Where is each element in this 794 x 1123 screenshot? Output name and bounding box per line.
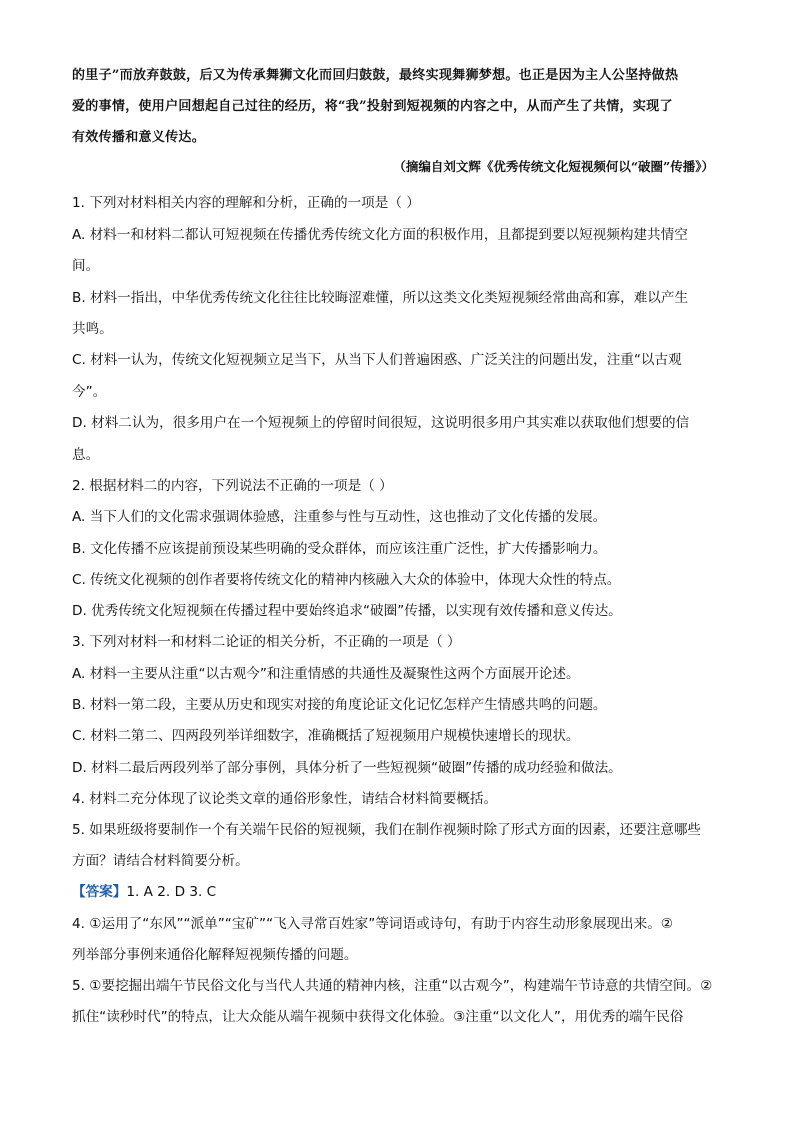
answer-detail: 列举部分事例来通俗化解释短视频传播的问题。 xyxy=(72,947,358,963)
question-3: 3. 下列对材料一和材料二论证的相关分析，不正确的一项是（ ） xyxy=(72,634,461,650)
question-2: 2. 根据材料二的内容，下列说法不正确的一项是（ ） xyxy=(72,478,393,494)
answer-detail: 抓住“读秒时代”的特点，让大众能从端午视频中获得文化体验。③注重“以文化人”，用优秀的端午民俗 xyxy=(72,1009,684,1025)
answer-detail: 4. ①运用了“东风”“派单”“宝矿”“飞入寻常百姓家”等词语或诗句，有助于内容生动形象展现出来。② xyxy=(72,916,673,932)
answer-line xyxy=(72,880,216,900)
option-line: B. 材料一第二段，主要从历史和现实对接的角度论证文化记忆怎样产生情感共鸣的问题。 xyxy=(72,697,607,713)
option-line: C. 传统文化视频的创作者要将传统文化的精神内核融入大众的体验中，体现大众性的特点。 xyxy=(72,572,621,588)
option-line: D. 材料二最后两段列举了部分事例，具体分析了一些短视频“破圈”传播的成功经验和做法。 xyxy=(72,760,622,776)
question-4: 4. 材料二充分体现了议论类文章的通俗形象性，请结合材料简要概括。 xyxy=(72,791,498,807)
option-line: D. 优秀传统文化短视频在传播过程中要始终追求“破圈”传播，以实现有效传播和意义传达。 xyxy=(72,603,622,619)
option-line: C. 材料一认为，传统文化短视频立足当下，从当下人们普遍困惑、广泛关注的问题出发，注重“以古观 xyxy=(72,352,682,368)
answer-detail: 5. ①要挖掘出端午节民俗文化与当代人共通的精神内核，注重“以古观今”，构建端午节诗意的共情空间。② xyxy=(72,978,713,994)
source-citation: （摘编自刘文辉《优秀传统文化短视频何以“破圈”传播》） xyxy=(393,159,714,174)
intro-line: 有效传播和意义传达。 xyxy=(72,130,206,145)
option-line: 今”。 xyxy=(72,384,107,400)
answer-values: 1. A 2. D 3. C xyxy=(126,884,217,900)
option-line: C. 材料二第二、四两段列举详细数字，准确概括了短视频用户规模快速增长的现状。 xyxy=(72,728,580,744)
intro-paragraph xyxy=(72,60,732,153)
question-5: 5. 如果班级将要制作一个有关端午民俗的短视频，我们在制作视频时除了形式方面的因素，还要注意哪些 xyxy=(72,822,702,838)
answer-label: 【答案】 xyxy=(72,884,127,900)
option-line: A. 材料一和材料二都认可短视频在传播优秀传统文化方面的积极作用，且都提到要以短视频构建共情空 xyxy=(72,227,688,243)
question-1: 1. 下列对材料相关内容的理解和分析，正确的一项是（ ） xyxy=(72,195,420,211)
option-line: 间。 xyxy=(72,258,100,274)
option-line: 共鸣。 xyxy=(72,321,113,337)
option-line: B. 文化传播不应该提前预设某些明确的受众群体，而应该注重广泛性，扩大传播影响力。 xyxy=(72,541,607,557)
option-line: D. 材料二认为，很多用户在一个短视频上的停留时间很短，这说明很多用户其实难以获取他们想要的信 xyxy=(72,415,690,431)
option-line: 息。 xyxy=(72,447,100,463)
option-line: B. 材料一指出，中华优秀传统文化往往比较晦涩难懂，所以这类文化类短视频经常曲高和寡，难以产生 xyxy=(72,290,689,306)
option-line: A. 材料一主要从注重“以古观今”和注重情感的共通性及凝聚性这两个方面展开论述。 xyxy=(72,666,580,682)
question-5-cont: 方面？请结合材料简要分析。 xyxy=(72,853,249,869)
intro-line: 的里子”而放弃鼓鼓，后又为传承舞狮文化而回归鼓鼓，最终实现舞狮梦想。也正是因为主人公坚持做热 xyxy=(72,68,679,83)
option-line: A. 当下人们的文化需求强调体验感，注重参与性与互动性，这也推动了文化传播的发展。 xyxy=(72,509,607,525)
intro-line: 爱的事情，使用户回想起自己过往的经历，将“我”投射到短视频的内容之中，从而产生了共情，实现了 xyxy=(72,99,673,114)
